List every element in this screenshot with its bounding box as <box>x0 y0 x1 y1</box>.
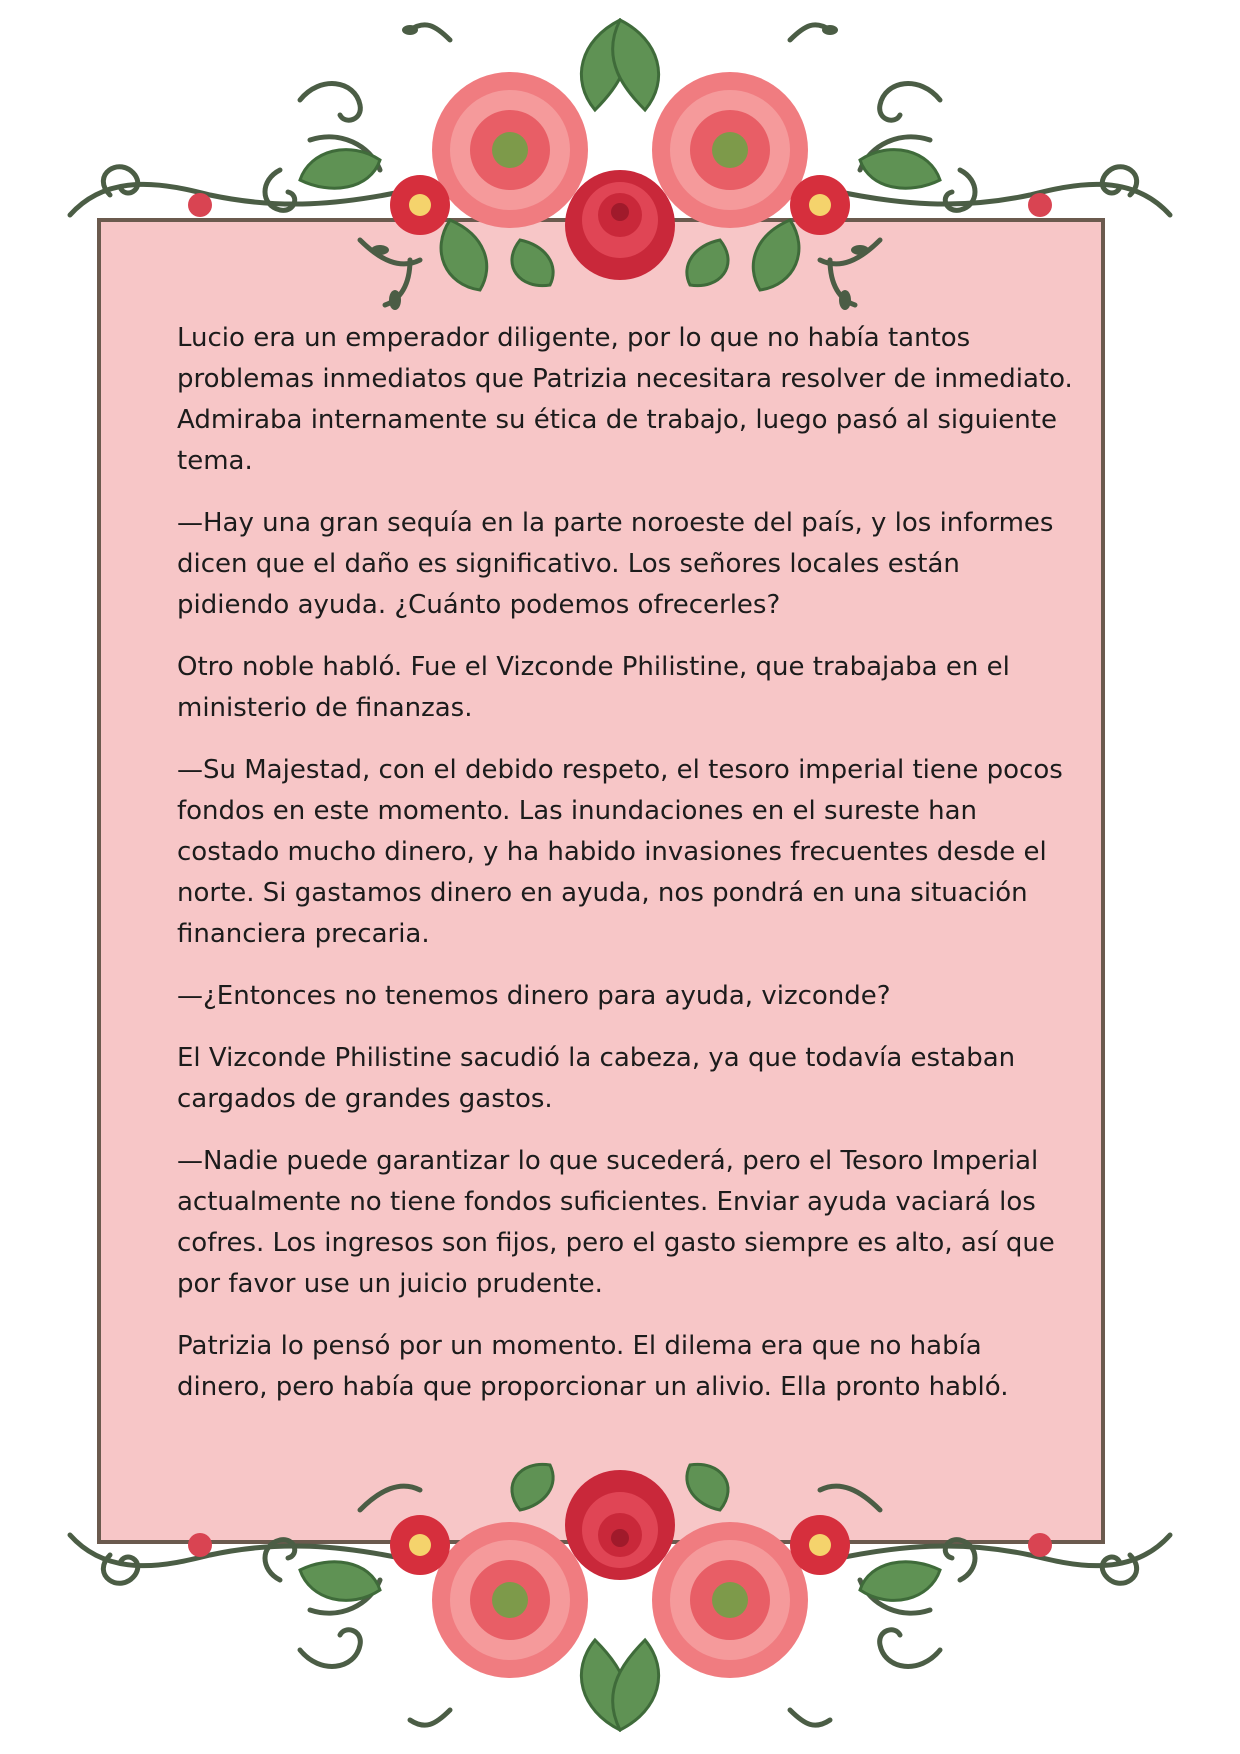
paragraph: Lucio era un emperador diligente, por lo que no había tantos problemas inmediatos que Patrizia necesitara resolver de inmediato. Admiraba internamente su ética de trabajo, luego pasó al siguiente tema. <box>177 323 1073 476</box>
paragraph: Patrizia lo pensó por un momento. El dilema era que no había dinero, pero había que proporcionar un alivio. Ella pronto habló. <box>177 1331 1009 1402</box>
paragraph: Otro noble habló. Fue el Vizconde Philistine, que trabajaba en el ministerio de finanzas. <box>177 652 1010 723</box>
paragraph: —Nadie puede garantizar lo que sucederá, pero el Tesoro Imperial actualmente no tiene fondos suficientes. Enviar ayuda vaciará los cofres. Los ingresos son fijos, pero el gasto siempre es alto, así que por favor use un juicio prudente. <box>177 1146 1055 1299</box>
paragraph: El Vizconde Philistine sacudió la cabeza, ya que todavía estaban cargados de grandes gastos. <box>177 1043 1016 1114</box>
floral-border-top <box>50 0 1190 330</box>
paragraph: —Hay una gran sequía en la parte noroeste del país, y los informes dicen que el daño es significativo. Los señores locales están pidiendo ayuda. ¿Cuánto podemos ofrecerles? <box>177 508 1054 620</box>
floral-border-bottom <box>50 1420 1190 1750</box>
paragraph: —¿Entonces no tenemos dinero para ayuda, vizconde? <box>177 981 891 1011</box>
paragraph: —Su Majestad, con el debido respeto, el tesoro imperial tiene pocos fondos en este momento. Las inundaciones en el sureste han costado mucho dinero, y ha habido invasiones frecuentes desde el norte. Si gastamos dinero en ayuda, nos pondrá en una situación financiera precaria. <box>177 755 1063 949</box>
story-text <box>177 318 1077 1429</box>
